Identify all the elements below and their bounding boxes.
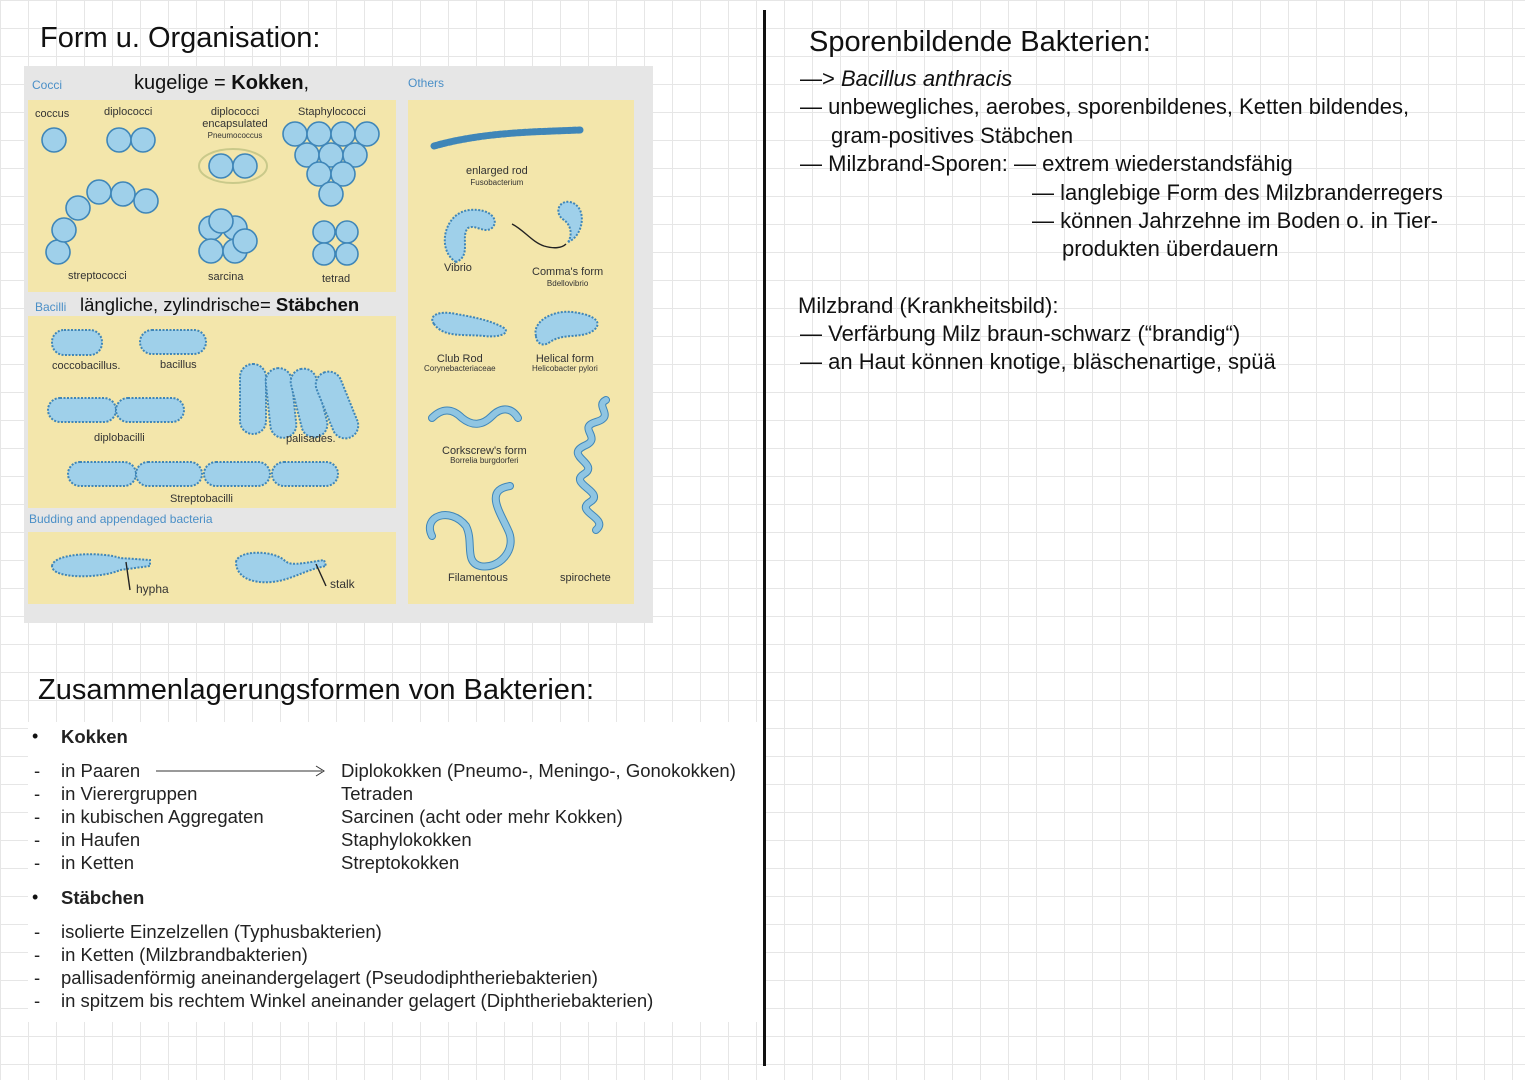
spores-line-3b: produkten überdauern — [1062, 236, 1279, 261]
kokken-row-right: Streptokokken — [341, 852, 460, 873]
dash: - — [34, 806, 41, 827]
kokken-row-left: in kubischen Aggregaten — [61, 806, 264, 827]
spores-line-3: — können Jahrzehne im Boden o. in Tier- — [1032, 208, 1439, 233]
description-line-1: — unbewegliches, aerobes, sporenbildenes, Ketten bildendes, — [800, 94, 1410, 119]
dash: - — [34, 852, 41, 873]
comma-form-label: Comma's form Bdellovibrio — [532, 266, 604, 288]
dash: - — [34, 967, 41, 988]
bacillus-label: bacillus — [160, 359, 197, 371]
helical-form-label: Helical form Helicobacter pylori — [532, 353, 598, 373]
kokken-row-right: Staphylokokken — [341, 829, 472, 850]
bacteria-drawings — [24, 66, 653, 623]
kokken-heading: Kokken — [61, 726, 128, 747]
dash: - — [34, 829, 41, 850]
kokken-row-right: Sarcinen (acht oder mehr Kokken) — [341, 806, 623, 827]
bacteria-shapes-figure — [24, 66, 653, 623]
column-divider — [763, 10, 766, 1066]
staebchen-row: in Ketten (Milzbrandbakterien) — [61, 944, 308, 965]
vibrio-label: Vibrio — [444, 262, 472, 274]
budding-label: Budding and appendaged bacteria — [29, 512, 213, 526]
corkscrew-label: Corkscrew's form Borrelia burgdorferi — [442, 445, 527, 465]
section-title-form: Form u. Organisation: — [40, 22, 321, 54]
diplococci-label: diplococci — [104, 106, 153, 118]
dash: - — [34, 760, 41, 781]
palisades-label: palisades. — [286, 433, 336, 445]
description-line-1b: gram-positives Stäbchen — [831, 123, 1074, 148]
disease-title: Milzbrand (Krankheitsbild): — [798, 293, 1059, 318]
filamentous-label: Filamentous — [448, 572, 508, 584]
coccus-label: coccus — [35, 108, 70, 120]
coccobacillus-label: coccobacillus. — [52, 360, 121, 372]
kokken-row-left: in Haufen — [61, 829, 141, 850]
dash: - — [34, 783, 41, 804]
diplococci-encapsulated-label: diplococci encapsulated Pneumococcus — [202, 106, 268, 140]
bullet: • — [32, 726, 39, 746]
bacilli-label: Bacilli — [35, 300, 67, 314]
kokken-row-right: Diplokokken (Pneumo-, Meningo-, Gonokokken) — [341, 760, 736, 781]
cocci-label: Cocci — [32, 78, 63, 92]
spores-line-2: — langlebige Form des Milzbranderregers — [1032, 180, 1443, 205]
hypha-label: hypha — [136, 582, 169, 596]
streptococci-label: streptococci — [68, 270, 127, 282]
species-line: —> Bacillus anthracis — [800, 66, 1013, 91]
coccus-cell — [42, 128, 66, 152]
arrangement-list — [28, 722, 763, 1022]
tetrad-label: tetrad — [322, 273, 351, 285]
section-title-zusammenlagerung: Zusammenlagerungsformen von Bakterien: — [38, 674, 595, 706]
stalk-label: stalk — [330, 577, 355, 591]
others-label: Others — [408, 76, 445, 90]
bullet: • — [32, 887, 39, 907]
staebchen-row: isolierte Einzelzellen (Typhusbakterien) — [61, 921, 382, 942]
disease-line-1: — Verfärbung Milz braun-schwarz (“brandig“) — [800, 321, 1241, 346]
kokken-row-left: in Ketten — [61, 852, 135, 873]
spores-line: — Milzbrand-Sporen: — extrem wiederstandsfähig — [800, 151, 1293, 176]
arrow-icon — [156, 764, 328, 778]
dash: - — [34, 921, 41, 942]
section-title-sporenbildende: Sporenbildende Bakterien: — [809, 26, 1151, 58]
enlarged-rod-label: enlarged rod Fusobacterium — [466, 165, 528, 187]
club-rod-label: Club Rod Corynebacteriaceae — [424, 353, 496, 373]
diplobacilli-label: diplobacilli — [94, 432, 145, 444]
staebchen-row: in spitzem bis rechtem Winkel aneinander gelagert (Diphtheriebakterien) — [61, 990, 654, 1011]
dash: - — [34, 944, 41, 965]
staebchen-heading: Stäbchen — [61, 887, 145, 908]
staebchen-row: pallisadenförmig aneinandergelagert (Pseudodiphtheriebakterien) — [61, 967, 598, 988]
sarcina-label: sarcina — [208, 271, 244, 283]
dash: - — [34, 990, 41, 1011]
disease-line-2: — an Haut können knotige, bläschenartige, spüä — [800, 349, 1276, 374]
kokken-row-right: Tetraden — [341, 783, 413, 804]
spirochete-label: spirochete — [560, 572, 611, 584]
bacilli-caption: längliche, zylindrische= Stäbchen — [80, 294, 360, 315]
cocci-caption: kugelige = Kokken, — [134, 72, 310, 94]
kokken-row-left: in Vierergruppen — [61, 783, 198, 804]
staphylococci-label: Staphylococci — [298, 106, 366, 118]
streptobacilli-label: Streptobacilli — [170, 493, 233, 505]
kokken-row-left: in Paaren — [61, 760, 141, 781]
